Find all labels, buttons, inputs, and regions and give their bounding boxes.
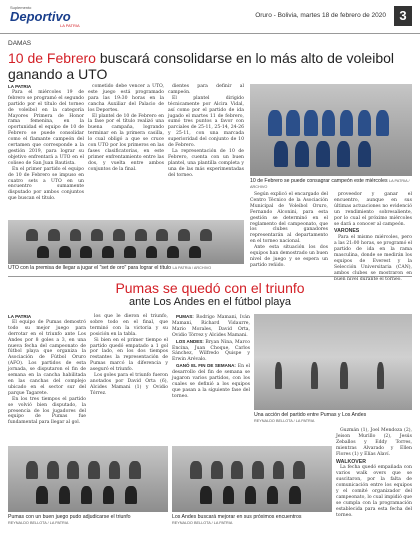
photo-credit: REYNALDO BELLOTA / LA PATRIA — [8, 521, 69, 525]
article2-source: LA PATRIA — [8, 314, 32, 319]
results-head: GANÓ EL FIN DE SEMANA: — [176, 363, 236, 369]
article2-match-action-photo — [254, 314, 412, 410]
article1-paragraph: El plantel de 10 de Febrero en la fase por el título realizó una buena campaña, logrando terminar en la primera casilla, lo cual obligó a que se cruce con UTO por los primeros en las fases clasificatorias, en este primer enfrentamiento entre las dos, y vuelta entre ambos conjuntos de la final. — [88, 113, 164, 172]
article2-photo3-caption — [254, 412, 412, 424]
page-header — [0, 0, 420, 34]
page-number: 3 — [394, 6, 412, 26]
lineup-pumas: Rodrigo Mamani, Iván Mamani, Richard Vidaurre, Mario Morales, David Orta, Ovidio Tórrez y Alcides Mamani. — [172, 315, 250, 338]
article2-paragraph: los que le dieron el triunfo, sobre todo en el final, que terminó con la victoria y su posición en la tabla. — [90, 314, 168, 337]
article1-column-3 — [168, 84, 244, 218]
article1-paragraph: La representación de 10 de Febrero, cuenta con un buen plantel, una plantilla completa y una de las más experimentadas del torneo. — [168, 148, 244, 178]
article2-column-4 — [336, 428, 412, 542]
article1-headline — [8, 50, 412, 82]
article1-paragraph: Según explicó el encargado del Centro Técnico de la Asociación Municipal de Voleibol Oruro, Fernando Alconini, para esta gestión se determinó en el reglamento del campeonato, que los clubes ganadores representarán al departamento en el torneo nacional. — [250, 192, 328, 245]
article1-photo1-caption — [8, 265, 244, 271]
article2-paragraph: En los tres tiempos el partido se volvió bien disputado, la presencia de los jugadores del equipo de Pumas fue fundamental para llegar al gol. — [8, 396, 86, 426]
logo-publisher: LA PATRIA — [60, 23, 80, 28]
article2-headline — [8, 280, 412, 296]
article2-paragraph: El equipo de Pumas demostró todo su mejor juego para derrotar en el triunfo ante Los Andes por 8 goles a 3, en una nueva fecha del campeonato de fútbol playa que organiza la Asociación de Fútbol Oruro (AFO). Los partidos de esta jornada, se disputaron el fin de semana en la cancha habilitada en las canchas del complejo ubicado en el sector sur del parque Tagarete. — [8, 319, 86, 396]
article2-photo4-caption — [8, 514, 168, 526]
article2-team-photo-los-andes — [172, 446, 332, 512]
article1-paragraph: Para el miércoles 19 de febrero se programó el segundo partido por el título del torneo de voleibol en la categoría Mayores Primera de Honor rama femenina, en la oportunidad el equipo de 10 de Febrero se puede consolidar como el flamante campeón del certamen que corresponde a la gestión 2019, para lograr su objetivo enfrentará a UTO en el coliseo de San Juan Bautista. — [8, 89, 84, 166]
dateline: Oruro - Bolivia, martes 18 de febrero de 2020 — [255, 12, 386, 19]
article1-team-photo-10-de-febrero — [250, 84, 412, 176]
article1-column-5 — [334, 192, 412, 282]
caption-text: 10 de Febrero se puede consagrar campeón este miércoles — [250, 178, 388, 184]
article1-paragraph: Ante esta situación los dos equipos han demostrado un buen nivel de juego y se espera un partido reñido. — [250, 245, 328, 268]
article2-subhead-walkover: WALKOVER — [336, 458, 366, 465]
article1-photo2-caption — [250, 178, 412, 190]
article1-source: LA PATRIA — [8, 84, 32, 89]
photo-credit: LA PATRIA / ARCHIVO — [250, 179, 410, 189]
article1-column-4 — [250, 192, 328, 272]
caption-text: UTO con la premisa de llegar a jugar el "set de oro" para lograr el título — [8, 265, 172, 271]
caption-text: Una acción del partido entre Pumas y Los Andes — [254, 412, 367, 418]
article1-paragraph: dientes para definir al campeón. — [168, 84, 244, 95]
article2-column-1 — [8, 314, 86, 444]
newspaper-logo — [8, 4, 100, 28]
article1-paragraph: Para el mismo miércoles, pero a las 21:00 horas, se programó el partido de ida en la rama masculina, donde se medirán los equipos de Everest y la Selección Universitaria (CAN), ambos clubes se mostraron en buen nivel durante el torneo. — [334, 235, 412, 282]
article2-paragraph: Los goles para el triunfo fueron anotados por David Orta (6), Alcides Mamani (1) y Ovidio Tórrez. — [90, 373, 168, 396]
article2-paragraph: Si bien en el primer tiempo el partido quedó empatado a 1 gol por lado, en los dos tiempos restantes la representación de Pumas marcó la diferencia y aseguró el triunfo. — [90, 337, 168, 373]
article2-team-photo-pumas — [8, 446, 168, 512]
article1-paragraph: El plantel dirigido técnicamente por Alcira Vidal, así como por el partido de ida jugado el martes 11 de febrero, sumó tres puntos a favor con parciales de 25-11, 25-14, 24-26 y 25-11, con una marcada superioridad del conjunto de 10 de Febrero. — [168, 95, 244, 149]
article1-headline-rest: buscará consolidarse en lo más alto de voleibol ganando a UTO — [8, 50, 395, 82]
article1-paragraph: cometido debe vencer a UTO, este juego está programado para las 19:30 horas en la cancha Auxiliar del Palacio de los Deportes. — [88, 84, 164, 113]
article1-paragraph: proveedor y ganar el encuentro, aunque en sus últimas actuaciones no evidenció un rendimiento sobresaliente, por lo cual el próximo miércoles se dará a conocer al campeón. — [334, 192, 412, 227]
logo-title: Deportivo — [10, 9, 71, 24]
article1-team-photo-uto — [8, 220, 244, 264]
article1-subhead-varones: VARONES — [334, 228, 360, 235]
article1-column-2 — [88, 84, 164, 218]
lineup-head-pumas: PUMAS: — [176, 314, 194, 319]
caption-text: Los Andes buscará mejorar en sus próximos encuentros — [172, 514, 302, 520]
lineup-head-los-andes: LOS ANDES: — [176, 338, 204, 344]
article2-paragraph: La fecha quedó empañada con varios walk overs que se suscitaron, por la falta de comunicación entre los equipos y el comité organizador del campeonato, lo cual impidió que se cumpla con la programación establecida para esta fecha del torneo. — [336, 465, 412, 518]
section-tag: DAMAS — [8, 40, 32, 47]
photo-credit: REYNALDO BELLOTA / LA PATRIA — [254, 419, 315, 423]
article2-column-2 — [90, 314, 168, 444]
article2-column-3 — [172, 314, 250, 444]
photo-credit: LA PATRIA / ARCHIVO — [172, 266, 212, 270]
article2-photo5-caption — [172, 514, 332, 526]
article1-paragraph: En el primer partido el equipo de 10 de Febrero se impuso en cuatro sets a UTO en un encuentro sumamente disputado por ambos conjuntos que buscan el título. — [8, 166, 84, 202]
article2-headline-highlight: Pumas se quedó con el triunfo — [115, 280, 305, 296]
photo-credit: REYNALDO BELLOTA / LA PATRIA — [172, 521, 233, 525]
lineup-los-andes: Bryan Nina, Marco Encina, Juan Choque, Carlos Sánchez, Wilfredo Quispe y Erwin Arévalo. — [172, 339, 250, 363]
article1-column-1 — [8, 84, 84, 218]
article2-paragraph: Guzmán (1), Joel Mendoza (2), Jeison Murillo (2), Jesús Zeballos y Eddy Torres, mientras Alvarado y Ellen Flores (1) y Elías Alaví. — [336, 428, 412, 457]
caption-text: Pumas con un buen juego pudo adjudicarse el triunfo — [8, 514, 131, 520]
article1-headline-highlight: 10 de Febrero — [8, 50, 96, 66]
logo-supplement-label: Suplemento — [10, 5, 32, 10]
article-divider — [8, 276, 412, 277]
results-text: En el desarrollo del fin de semana se jugaron varios partidos, con los cuales se definió a los equipos que pasan a la siguiente fase del torneo. — [172, 364, 250, 399]
article2-deck: ante Los Andes en el fútbol playa — [128, 296, 292, 308]
